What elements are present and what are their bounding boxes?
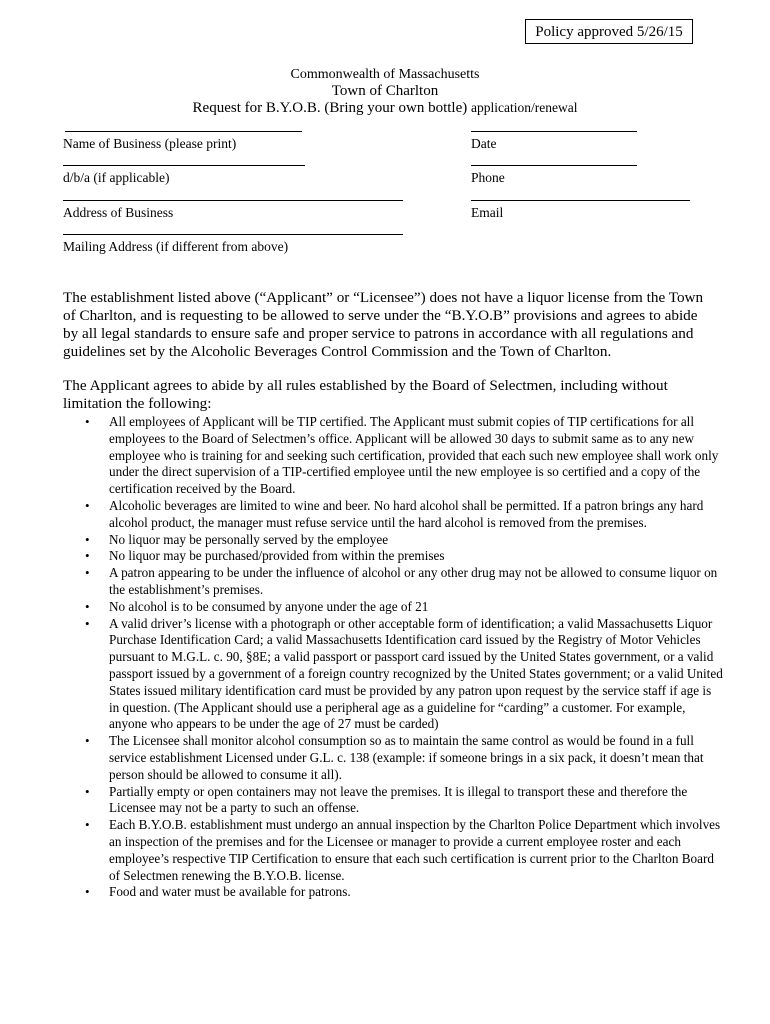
- phone-label: Phone: [471, 170, 505, 185]
- town-heading: Town of Charlton: [331, 83, 439, 99]
- bullet-icon: •: [85, 531, 90, 547]
- list-item: • All employees of Applicant will be TIP certified. The Applicant must submit copies of TIP certifications for all employees to the Board of Selectmen’s office. Applicant will be allowed 30 days to submit same as to any new employee who is training for and seeking such certification, provided that each such new employee shall work only under the direct supervision of a TIP-certified employee until the new employee is so certified and a copy of the certification received by the Board.: [85, 414, 719, 497]
- bullet-icon: •: [85, 817, 90, 833]
- list-item: • No liquor may be purchased/provided from within the premises: [85, 548, 445, 564]
- dba-label: d/b/a (if applicable): [63, 170, 170, 185]
- bullet-icon: •: [85, 598, 90, 614]
- business-name-label: Name of Business (please print): [63, 136, 237, 151]
- date-label: Date: [471, 136, 497, 151]
- bullet-icon: •: [85, 548, 90, 564]
- list-item: • Alcoholic beverages are limited to wine and beer. No hard alcohol shall be permitted. If a patron brings any hard alcohol product, the manager must refuse service until the hard alcohol is removed from the premises.: [85, 497, 704, 530]
- commonwealth-heading: Commonwealth of Massachusetts: [290, 67, 480, 82]
- business-name-line[interactable]: [65, 131, 302, 132]
- email-line[interactable]: [471, 200, 690, 201]
- bullet-icon: •: [85, 783, 90, 799]
- rules-intro: The Applicant agrees to abide by all rules established by the Board of Selectmen, including without limitation the following:: [63, 377, 668, 412]
- mailing-address-line[interactable]: [63, 234, 403, 235]
- list-item: • No liquor may be personally served by the employee: [85, 531, 389, 547]
- list-item: • Partially empty or open containers may not leave the premises. It is illegal to transport these and therefore the Licensee may not be a party to such an offense.: [85, 783, 688, 816]
- dba-line[interactable]: [63, 165, 305, 166]
- bullet-icon: •: [85, 615, 90, 631]
- mailing-address-label: Mailing Address (if different from above): [63, 239, 289, 254]
- list-item: • No alcohol is to be consumed by anyone under the age of 21: [85, 598, 429, 614]
- applicant-statement: The establishment listed above (“Applicant” or “Licensee”) does not have a liquor license from the Town of Charlton, and is requesting to be allowed to serve under the “B.Y.O.B” provisions and agrees to abide by all legal standards to ensure safe and proper service to patrons in accordance with all regulations and guidelines set by the Alcoholic Beverages Control Commission and the Town of Charlton.: [63, 289, 704, 360]
- phone-line[interactable]: [471, 165, 637, 166]
- list-item: • A patron appearing to be under the influence of alcohol or any other drug may not be allowed to consume liquor on the establishment’s premises.: [85, 565, 718, 597]
- rules-list: [63, 414, 723, 901]
- request-title-main: Request for B.Y.O.B. (Bring your own bottle): [192, 100, 468, 116]
- email-label: Email: [471, 205, 504, 220]
- bullet-icon: •: [85, 884, 90, 900]
- list-item: • The Licensee shall monitor alcohol consumption so as to maintain the same control as would be found in a full service establishment Licensed under G.L. c. 138 (example: if someone brings in a six pack, it doesn’t mean that person should be allowed to consume it all).: [85, 733, 704, 782]
- bullet-icon: •: [85, 497, 90, 513]
- list-item: • Food and water must be available for patrons.: [85, 884, 351, 900]
- bullet-icon: •: [85, 733, 90, 749]
- address-label: Address of Business: [63, 205, 174, 220]
- policy-approved-box: Policy approved 5/26/15: [525, 19, 693, 44]
- address-line[interactable]: [63, 200, 403, 201]
- request-title: [0, 100, 770, 117]
- request-title-suffix: application/renewal: [471, 100, 578, 115]
- date-line[interactable]: [471, 131, 637, 132]
- bullet-icon: •: [85, 565, 90, 581]
- list-item: • A valid driver’s license with a photograph or other acceptable form of identification; a valid Massachusetts Liquor Purchase Identification Card; a valid Massachusetts Identification card issued by the Registry of Motor Vehicles pursuant to M.G.L. c. 90, §8E; a valid passport or passport card issued by the United States government, or a valid passport issued by a government of a foreign country recognized by the United States government; or a valid United States issued military identification card must be provided by any patron upon request by the service staff if age is in question. (The Applicant should use a peripheral age as a guideline for “carding” a customer. For example, anyone who appears to be under the age of 27 must be carded): [85, 615, 723, 732]
- list-item: • Each B.Y.O.B. establishment must undergo an annual inspection by the Charlton Police Department which involves an inspection of the premises and for the Licensee or manager to provide a current employee roster and each employee’s respective TIP Certification to ensure that each such certification is current prior to the Charlton Board of Selectmen renewing the B.Y.O.B. license.: [85, 817, 721, 883]
- bullet-icon: •: [85, 414, 90, 429]
